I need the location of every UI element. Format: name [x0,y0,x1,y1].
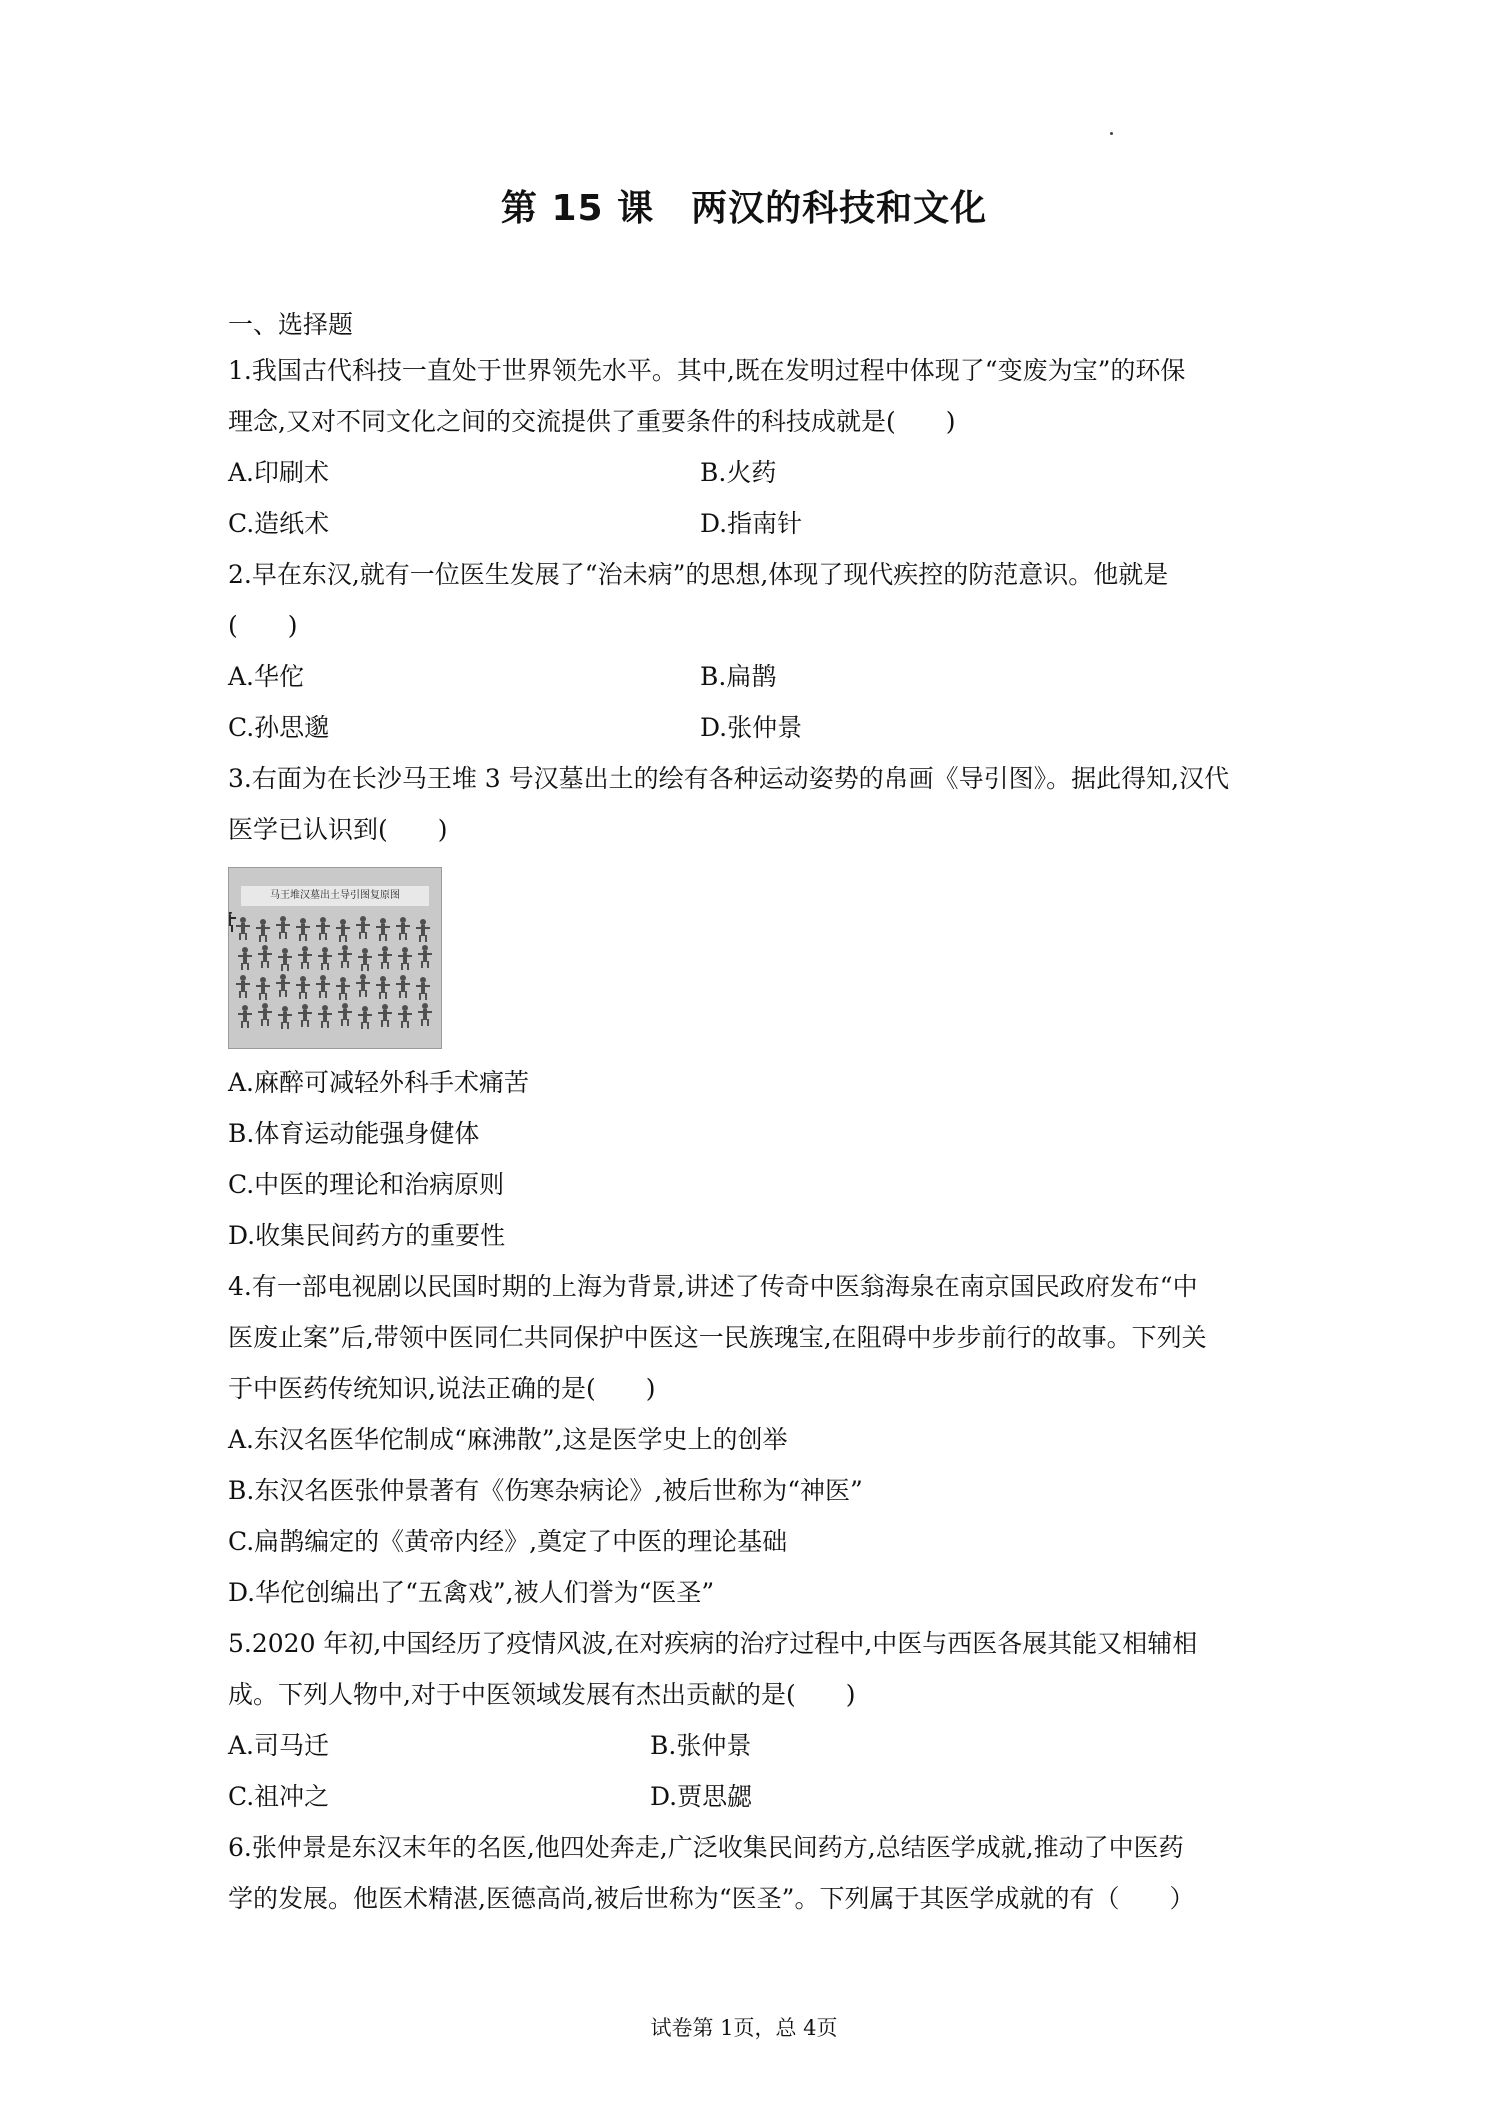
section-heading: 一、选择题 [228,310,354,339]
question-1 [228,345,1270,549]
option-row [228,702,1270,753]
question-2 [228,549,1270,753]
option-c: C.造纸术 [228,509,330,538]
page-title: 第 15 课 两汉的科技和文化 [500,188,988,229]
option-row [228,447,1270,498]
question-3 [228,753,1270,1261]
option-row [228,1771,1270,1822]
question-text: 学的发展。他医术精湛,医德高尚,被后世称为“医圣”。下列属于其医学成就的有（ ） [228,1884,1195,1913]
question-5 [228,1618,1270,1822]
question-text: 5.2020 年初,中国经历了疫情风波,在对疾病的治疗过程中,中医与西医各展其能又相辅相 [228,1629,1198,1658]
question-text: 理念,又对不同文化之间的交流提供了重要条件的科技成就是( ) [228,407,956,436]
option-d: D.张仲景 [700,713,803,742]
option-c: C.孙思邈 [228,713,330,742]
question-text: 6.张仲景是东汉末年的名医,他四处奔走,广泛收集民间药方,总结医学成就,推动了中医药 [228,1833,1184,1862]
option-b: B.火药 [700,458,777,487]
option-d: D.指南针 [700,509,803,538]
question-text: 2.早在东汉,就有一位医生发展了“治未病”的思想,体现了现代疾控的防范意识。他就是 [228,560,1169,589]
scan-speck [1110,132,1113,135]
option-d: D.贾思勰 [650,1782,753,1811]
question-text: 4.有一部电视剧以民国时期的上海为背景,讲述了传奇中医翁海泉在南京国民政府发布“中 [228,1272,1198,1301]
exercise-figures-icon [229,912,441,1048]
option-b: B.体育运动能强身健体 [228,1119,480,1148]
option-a: A.印刷术 [228,458,330,487]
question-4 [228,1261,1270,1618]
question-6 [228,1822,1270,1924]
option-c: C.扁鹊编定的《黄帝内经》,奠定了中医的理论基础 [228,1527,788,1556]
option-d: D.华佗创编出了“五禽戏”,被人们誉为“医圣” [228,1578,715,1607]
option-a: A.东汉名医华佗制成“麻沸散”,这是医学史上的创举 [228,1425,788,1454]
image-caption: 马王堆汉墓出土导引图复原图 [241,886,429,906]
option-d: D.收集民间药方的重要性 [228,1221,506,1250]
option-row [228,1720,1270,1771]
option-a: A.麻醉可减轻外科手术痛苦 [228,1068,530,1097]
option-a: A.司马迁 [228,1731,330,1760]
option-b: B.东汉名医张仲景著有《伤寒杂病论》,被后世称为“神医” [228,1476,863,1505]
question-text: 1.我国古代科技一直处于世界领先水平。其中,既在发明过程中体现了“变废为宝”的环保 [228,356,1186,385]
question-text: 医废止案”后,带领中医同仁共同保护中医这一民族瑰宝,在阻碍中步步前行的故事。下列关 [228,1323,1207,1352]
option-b: B.扁鹊 [700,662,777,691]
question-list [228,345,1270,1924]
option-b: B.张仲景 [650,1731,752,1760]
question-text: 于中医药传统知识,说法正确的是( ) [228,1374,656,1403]
question-text: 医学已认识到( ) [228,815,448,844]
page-footer: 试卷第 1页，总 4页 [650,2016,838,2040]
question-text: ( ) [228,611,298,640]
daoyin-tu-image [228,867,442,1049]
option-c: C.祖冲之 [228,1782,330,1811]
option-row [228,651,1270,702]
option-c: C.中医的理论和治病原则 [228,1170,505,1199]
option-a: A.华佗 [228,662,305,691]
question-text: 3.右面为在长沙马王堆 3 号汉墓出土的绘有各种运动姿势的帛画《导引图》。据此得知,汉代 [228,764,1230,793]
option-row [228,498,1270,549]
question-text: 成。下列人物中,对于中医领域发展有杰出贡献的是( ) [228,1680,856,1709]
